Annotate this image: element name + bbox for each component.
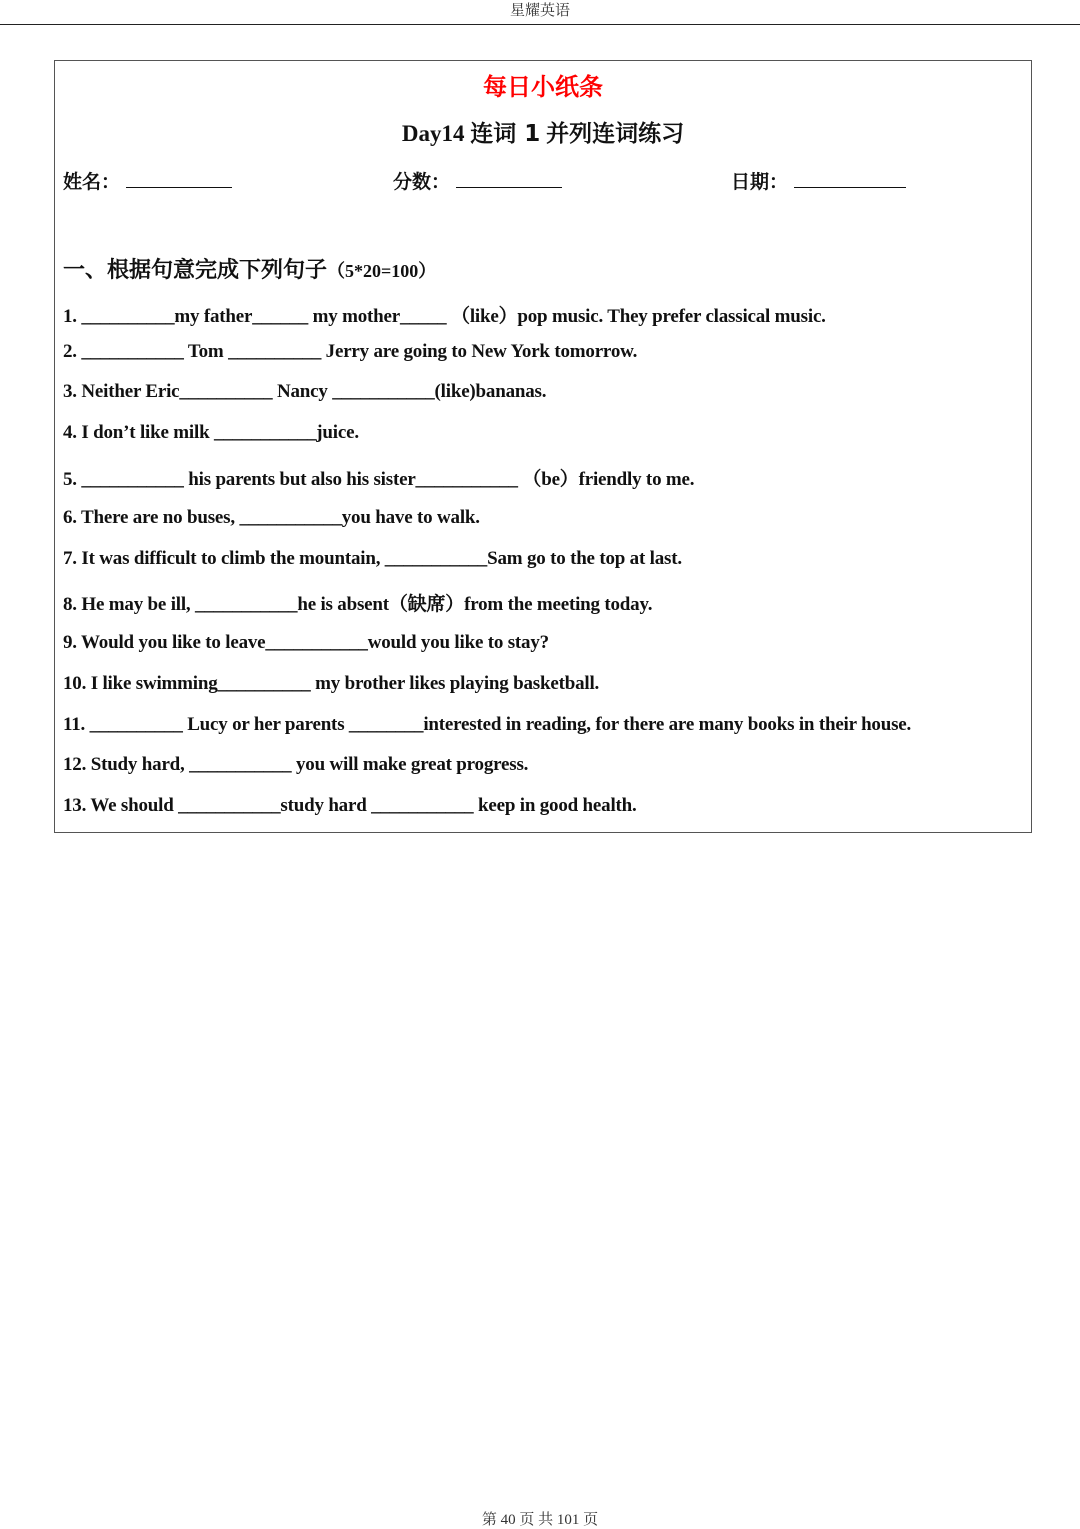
page-footer: [0, 1508, 1080, 1529]
question-4: 4. I don’t like milk ___________juice.: [63, 422, 359, 443]
section-score: （5*20=100）: [327, 261, 437, 281]
header-text: 星耀英语: [509, 3, 570, 19]
question-5: 5. ___________ his parents but also his sister___________ （be）friendly to me.: [63, 469, 695, 490]
score-field: [393, 167, 562, 194]
worksheet-box: [54, 60, 1032, 833]
page-number: 第 40 页 共 101 页: [481, 1512, 599, 1528]
question-8: 8. He may be ill, ___________he is absent（缺席）from the meeting today.: [63, 594, 653, 615]
section-heading-text: 一、根据句意完成下列句子: [63, 258, 328, 283]
question-11: 11. __________ Lucy or her parents ________interested in reading, for there are many books in their house.: [63, 714, 912, 735]
date-label: 日期：: [731, 171, 789, 193]
question-13: 13. We should ___________study hard ___________ keep in good health.: [63, 795, 637, 816]
question-1: 1. __________my father______ my mother_____ （like）pop music. They prefer classical music.: [63, 306, 826, 327]
question-6: 6. There are no buses, ___________you have to walk.: [63, 507, 480, 528]
subtitle-sub: 并列连词练习: [546, 121, 685, 147]
subtitle-day: Day14: [401, 121, 465, 146]
question-3: 3. Neither Eric__________ Nancy ___________(like)bananas.: [63, 381, 547, 402]
question-9: 9. Would you like to leave___________would you like to stay?: [63, 632, 549, 653]
question-7: 7. It was difficult to climb the mountain, ___________Sam go to the top at last.: [63, 548, 682, 569]
question-10: 10. I like swimming__________ my brother likes playing basketball.: [63, 673, 600, 694]
date-field: [731, 167, 906, 194]
name-blank[interactable]: [126, 169, 232, 188]
subtitle-topic: 连词 1: [470, 121, 541, 147]
question-2: 2. ___________ Tom __________ Jerry are going to New York tomorrow.: [63, 341, 638, 362]
question-12: 12. Study hard, ___________ you will make great progress.: [63, 754, 529, 775]
page-header: [0, 0, 1080, 25]
score-label: 分数：: [393, 171, 451, 193]
worksheet-title: 每日小纸条: [483, 73, 603, 101]
worksheet-subtitle: [55, 115, 1031, 148]
name-field: [63, 167, 232, 194]
date-blank[interactable]: [794, 169, 906, 188]
name-label: 姓名：: [63, 171, 121, 193]
score-blank[interactable]: [456, 169, 562, 188]
section-heading: [63, 253, 436, 284]
